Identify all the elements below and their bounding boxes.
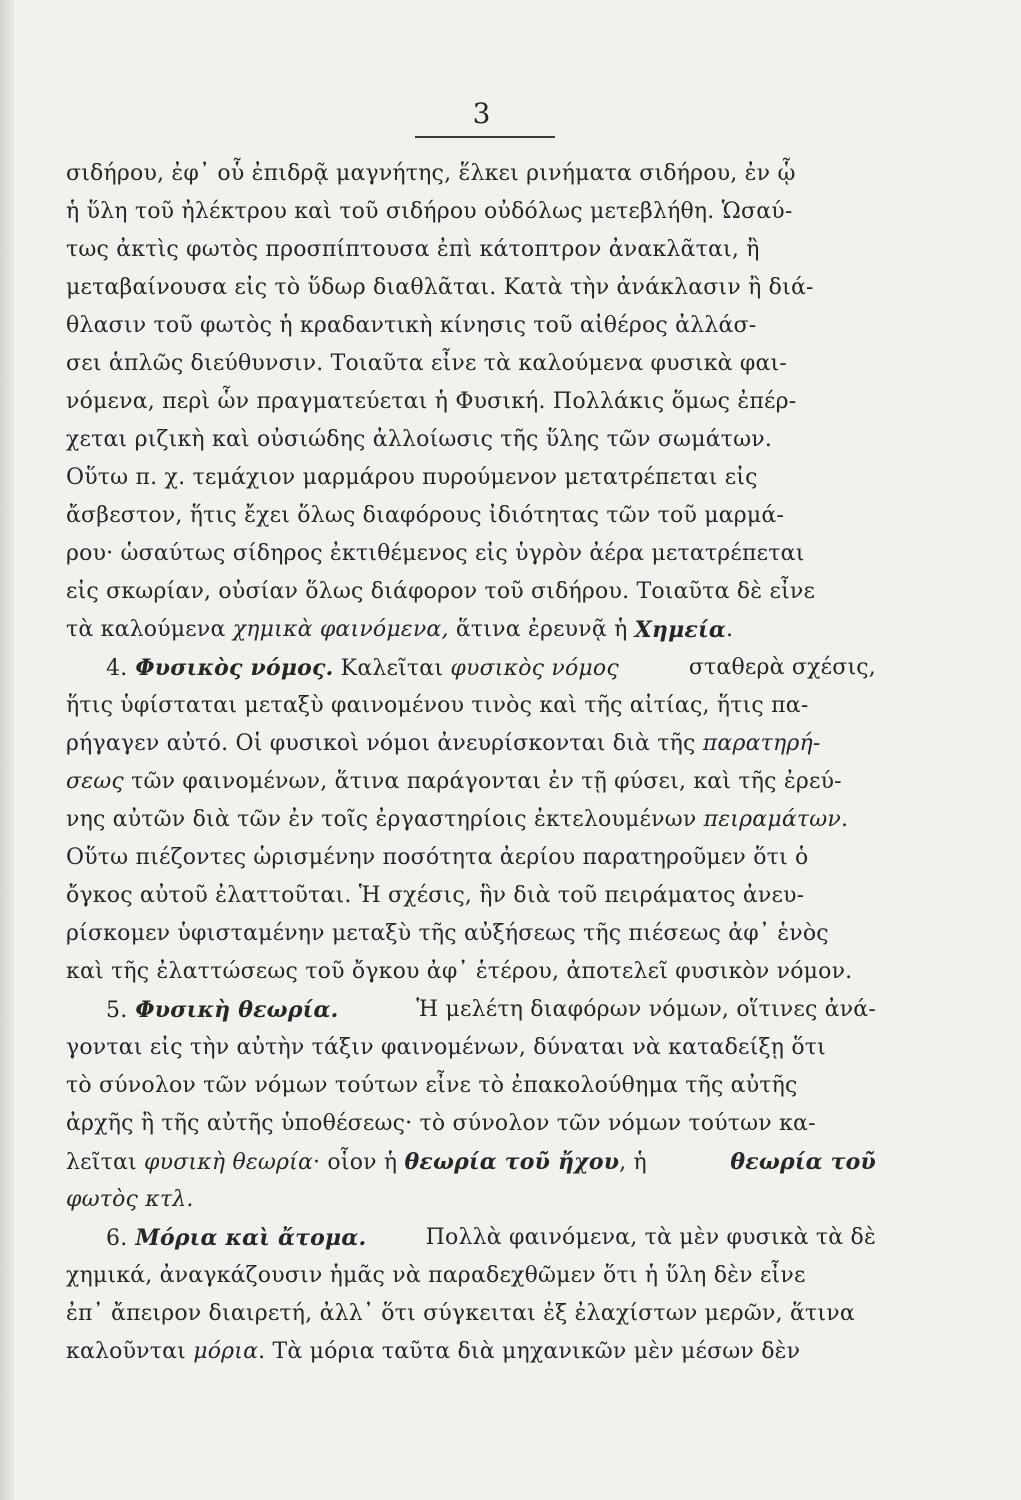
text-line: ἄσβεστον, ἥτις ἔχει ὅλως διαφόρους ἰδιότητας τῶν τοῦ μαρμά-: [66, 503, 785, 528]
page-number: 3: [472, 97, 491, 130]
text-line: σεως τῶν φαινομένων, ἅτινα παράγονται ἐν τῇ φύσει, καὶ τῆς ἐρεύ-: [66, 769, 842, 794]
paragraph-title: Φυσικὸς νόμος.: [135, 655, 334, 681]
text-line: τὸ σύνολον τῶν νόμων τούτων εἶνε τὸ ἐπακολούθημα τῆς αὐτῆς: [66, 1073, 798, 1098]
paragraph-5-heading-line: 5. Φυσικὴ θεωρία. Ἡ μελέτη διαφόρων νόμων, οἵτινες ἀνά-: [106, 997, 876, 1023]
text-line: Οὕτω π. χ. τεμάχιον μαρμάρου πυρούμενον μετατρέπεται εἰς: [66, 465, 758, 490]
text-line: καλοῦνται μόρια. Τὰ μόρια ταῦτα διὰ μηχανικῶν μὲν μέσων δὲν: [66, 1339, 801, 1364]
paragraph-number: 4.: [106, 656, 128, 681]
text-line: χεται ριζικὴ καὶ οὐσιώδης ἀλλοίωσις τῆς ὕλης τῶν σωμάτων.: [66, 427, 773, 452]
text-line: ὄγκος αὐτοῦ ἐλαττοῦται. Ἡ σχέσις, ἣν διὰ τοῦ πειράματος ἀνευ-: [66, 883, 805, 908]
text-line: ἐπ᾽ ἄπειρον διαιρετή, ἀλλ᾽ ὅτι σύγκειται ἐξ ἐλαχίστων μερῶν, ἅτινα: [66, 1301, 855, 1326]
text-line: χημικά, ἀναγκάζουσιν ἡμᾶς νὰ παραδεχθῶμεν ὅτι ἡ ὕλη δὲν εἶνε: [66, 1263, 806, 1288]
paragraph-6-heading-line: 6. Μόρια καὶ ἄτομα. Πολλὰ φαινόμενα, τὰ μὲν φυσικὰ τὰ δὲ: [106, 1225, 876, 1251]
text-line: καὶ τῆς ἐλαττώσεως τοῦ ὄγκου ἀφ᾽ ἑτέρου, ἀποτελεῖ φυσικὸν νόμον.: [66, 959, 853, 984]
text-line: ρήγαγεν αὐτό. Οἱ φυσικοὶ νόμοι ἀνευρίσκονται διὰ τῆς παρατηρή-: [66, 731, 821, 756]
emphasis-chemistry: Χημεία: [634, 617, 726, 643]
header-rule: [415, 136, 555, 138]
text-line: μεταβαίνουσα εἰς τὸ ὕδωρ διαθλᾶται. Κατὰ τὴν ἀνάκλασιν ἢ διά-: [66, 275, 814, 300]
paragraph-number: 5.: [106, 998, 128, 1023]
paragraph-title: Μόρια καὶ ἄτομα.: [135, 1225, 367, 1251]
paragraph-number: 6.: [106, 1226, 128, 1251]
text-line: λεῖται φυσικὴ θεωρία· οἷον ἡ θεωρία τοῦ ἤχου, ἡ θεωρία τοῦ: [66, 1149, 876, 1175]
text-line: ρου· ὡσαύτως σίδηρος ἐκτιθέμενος εἰς ὑγρὸν ἀέρα μετατρέπεται: [66, 541, 805, 566]
text-line: Οὕτω πιέζοντες ὡρισμένην ποσότητα ἀερίου παρατηροῦμεν ὅτι ὁ: [66, 845, 809, 870]
text-line: θλασιν τοῦ φωτὸς ἡ κραδαντικὴ κίνησις τοῦ αἰθέρος ἀλλάσ-: [66, 313, 757, 338]
text-line: φωτὸς κτλ.: [66, 1187, 194, 1212]
text-line: γονται εἰς τὴν αὐτὴν τάξιν φαινομένων, δύναται νὰ καταδείξῃ ὅτι: [66, 1035, 826, 1060]
text-line: τὰ καλούμενα χημικὰ φαινόμενα, ἅτινα ἐρευνᾷ ἡ Χημεία .: [66, 611, 876, 649]
text-line: σει ἁπλῶς διεύθυνσιν. Τοιαῦτα εἶνε τὰ καλούμενα φυσικὰ φαι-: [66, 351, 788, 376]
text-line: εἰς σκωρίαν, οὐσίαν ὅλως διάφορον τοῦ σιδήρου. Τοιαῦτα δὲ εἶνε: [66, 579, 816, 604]
text-line: ἀρχῆς ἢ τῆς αὐτῆς ὑποθέσεως· τὸ σύνολον τῶν νόμων τούτων κα-: [66, 1111, 816, 1136]
paragraph-4-heading-line: 4. Φυσικὸς νόμος. Καλεῖται φυσικὸς νόμος σταθερὰ σχέσις,: [106, 655, 876, 681]
text-line: ἥτις ὑφίσταται μεταξὺ φαινομένου τινὸς καὶ τῆς αἰτίας, ἥτις πα-: [66, 693, 809, 718]
page-binding-edge: [0, 0, 14, 1500]
text-line: τως ἀκτὶς φωτὸς προσπίπτουσα ἐπὶ κάτοπτρον ἀνακλᾶται, ἢ: [66, 237, 760, 262]
text-line: ρίσκομεν ὑφισταμένην μεταξὺ τῆς αὐξήσεως τῆς πιέσεως ἀφ᾽ ἑνὸς: [66, 921, 829, 946]
paragraph-title: Φυσικὴ θεωρία.: [135, 997, 339, 1023]
emphasis-chemical-phenomena: χημικὰ φαινόμενα,: [232, 617, 449, 642]
text-line: ἡ ὕλη τοῦ ἠλέκτρου καὶ τοῦ σιδήρου οὐδόλως μετεβλήθη. Ὡσαύ-: [66, 199, 793, 224]
text-line: σιδήρου, ἐφ᾽ οὗ ἐπιδρᾷ μαγνήτης, ἕλκει ρινήματα σιδήρου, ἐν ᾧ: [66, 161, 796, 186]
text-line: νόμενα, περὶ ὧν πραγματεύεται ἡ Φυσική. Πολλάκις ὅμως ἐπέρ-: [66, 389, 797, 414]
text-line: νης αὐτῶν διὰ τῶν ἐν τοῖς ἐργαστηρίοις ἐκτελουμένων πειραμάτων.: [66, 807, 849, 832]
body-text: [66, 155, 876, 1371]
